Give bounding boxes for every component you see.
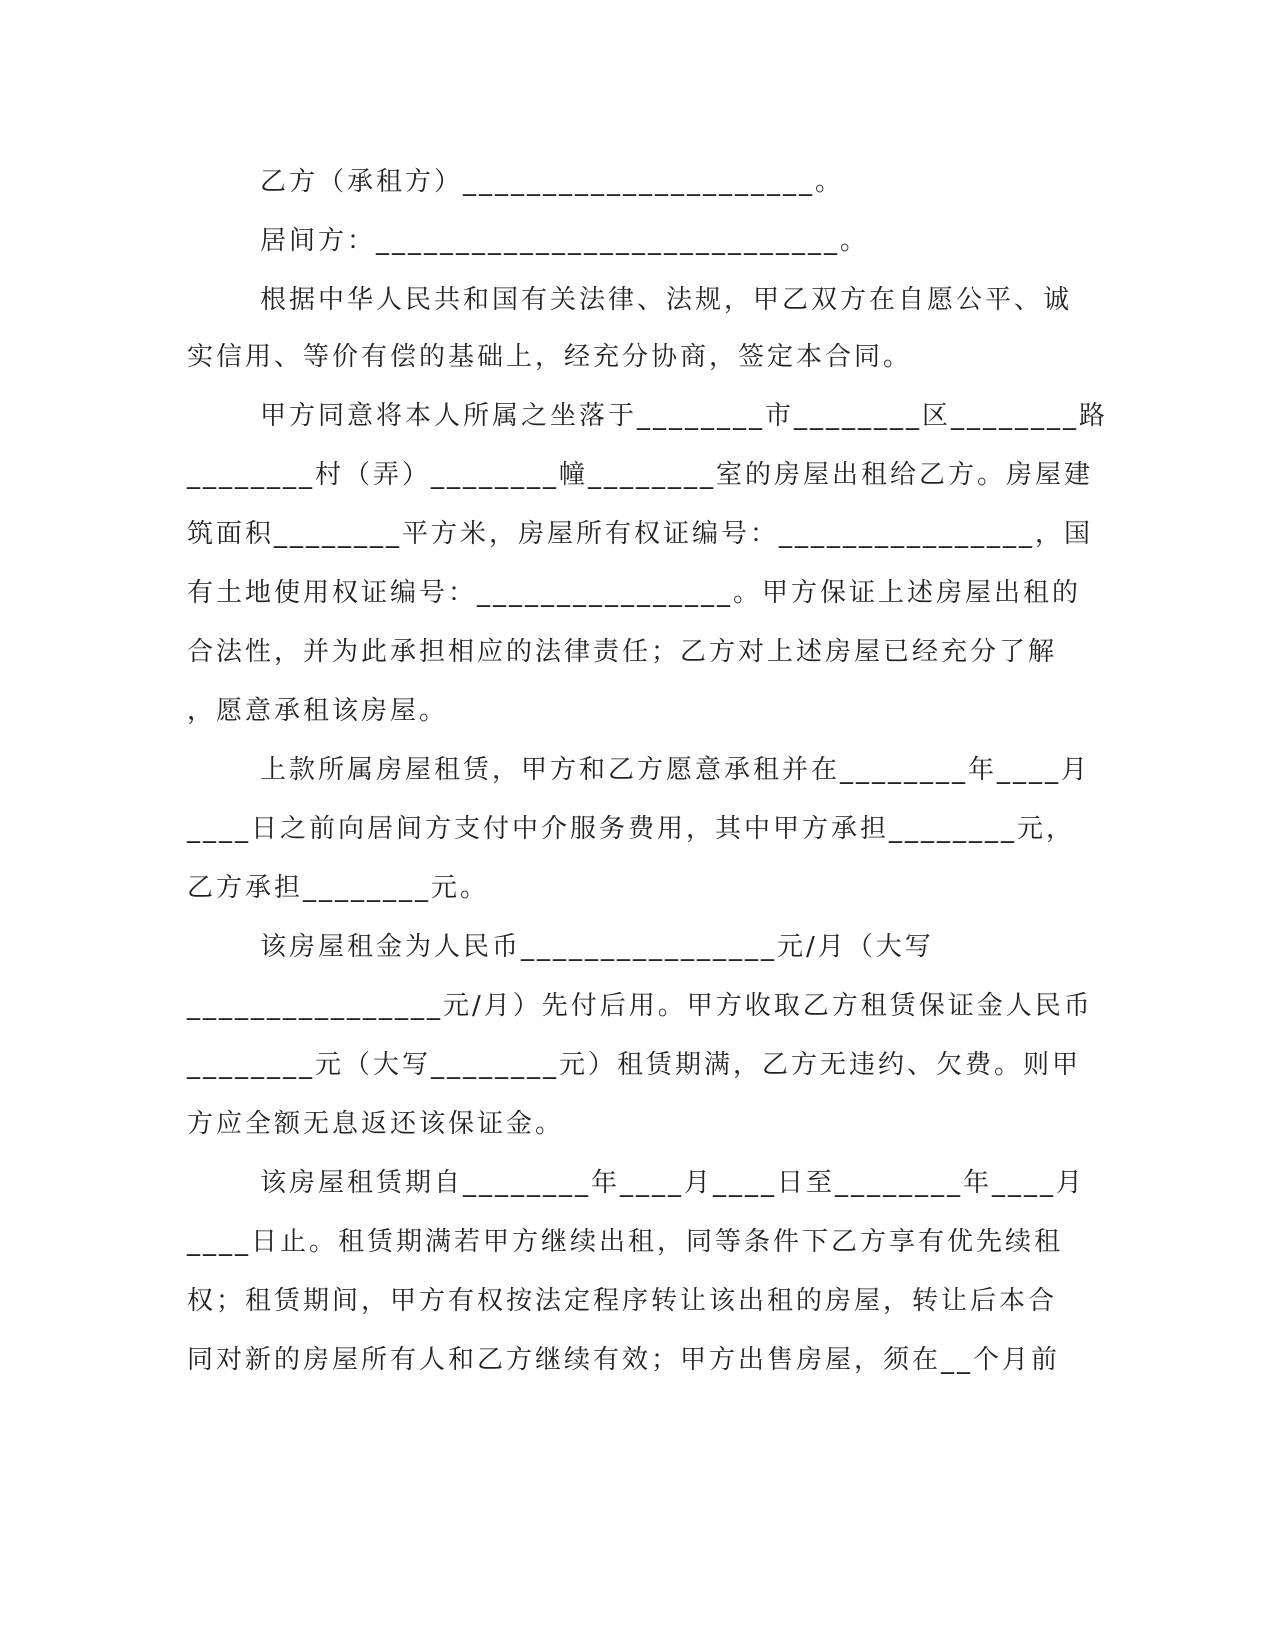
text-line: 上款所属房屋租赁，甲方和乙方愿意承租并在________年____月 xyxy=(260,755,1091,785)
text-line: 居间方：_____________________________。 xyxy=(260,226,870,256)
text-line: ________________元/月）先付后用。甲方收取乙方租赁保证金人民币 xyxy=(187,991,1093,1021)
text-line: ，愿意承租该房屋。 xyxy=(187,696,449,726)
text-line: 筑面积________平方米，房屋所有权证编号：________________，国 xyxy=(187,519,1094,549)
text-line: 根据中华人民共和国有关法律、法规，甲乙双方在自愿公平、诚 xyxy=(260,285,1073,315)
text-line: 权；租赁期间，甲方有权按法定程序转让该出租的房屋，转让后本合 xyxy=(187,1286,1058,1316)
text-line: ____日之前向居间方支付中介服务费用，其中甲方承担________元， xyxy=(187,814,1076,844)
text-line: 乙方承担________元。 xyxy=(187,873,490,903)
text-line: ________村（弄）________幢________室的房屋出租给乙方。房屋建 xyxy=(187,460,1094,490)
text-line: 该房屋租赁期自________年____月____日至________年____月 xyxy=(260,1168,1086,1198)
text-line: 甲方同意将本人所属之坐落于________市________区________路 xyxy=(260,401,1109,431)
text-line: ____日止。租赁期满若甲方继续出租，同等条件下乙方享有优先续租 xyxy=(187,1227,1064,1257)
text-line: 有土地使用权证编号：________________。甲方保证上述房屋出租的 xyxy=(187,578,1082,608)
text-line: 方应全额无息返还该保证金。 xyxy=(187,1109,565,1139)
text-line: 合法性，并为此承担相应的法律责任；乙方对上述房屋已经充分了解 xyxy=(187,637,1058,667)
text-line: 同对新的房屋所有人和乙方继续有效；甲方出售房屋，须在__个月前 xyxy=(187,1345,1061,1375)
text-line: 实信用、等价有偿的基础上，经充分协商，签定本合同。 xyxy=(187,342,913,372)
text-line: 该房屋租金为人民币________________元/月（大写 xyxy=(260,932,934,962)
text-line: ________元（大写________元）租赁期满，乙方无违约、欠费。则甲 xyxy=(187,1050,1082,1080)
text-line: 乙方（承租方）______________________。 xyxy=(260,167,845,197)
